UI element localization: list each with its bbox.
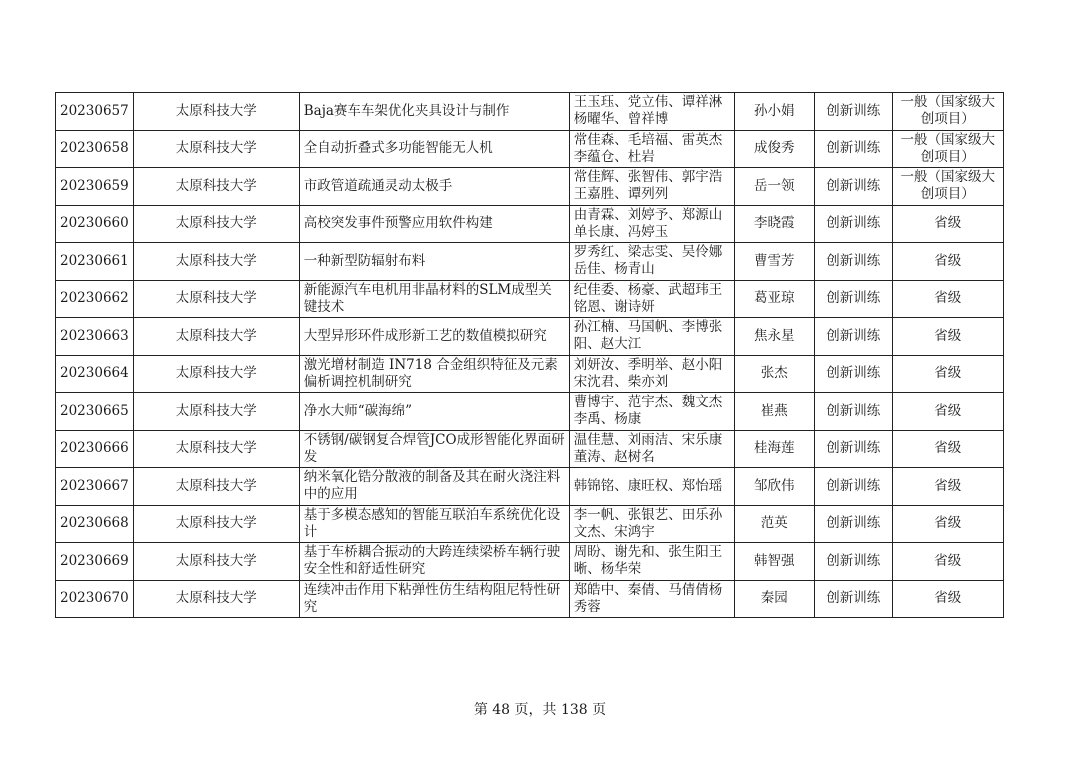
project-id-cell: 20230664: [56, 355, 134, 393]
university-cell: 太原科技大学: [133, 430, 299, 468]
project-level-cell: 省级: [892, 543, 1003, 581]
advisor-cell: 张杰: [734, 355, 814, 393]
project-name-cell: 基于多模态感知的智能互联泊车系统优化设计: [299, 505, 569, 543]
university-cell: 太原科技大学: [133, 543, 299, 581]
university-cell: 太原科技大学: [133, 280, 299, 318]
advisor-cell: 岳一领: [734, 168, 814, 206]
project-type-cell: 创新训练: [814, 280, 892, 318]
university-cell: 太原科技大学: [133, 130, 299, 168]
advisor-cell: 焦永星: [734, 318, 814, 356]
table-row: [56, 393, 1004, 431]
project-level-cell: 一般（国家级大创项目）: [892, 130, 1003, 168]
table-row: [56, 168, 1004, 206]
table-row: [56, 430, 1004, 468]
table-row: [56, 505, 1004, 543]
project-id-cell: 20230668: [56, 505, 134, 543]
project-name-cell: 基于车桥耦合振动的大跨连续梁桥车辆行驶安全性和舒适性研究: [299, 543, 569, 581]
project-id-cell: 20230659: [56, 168, 134, 206]
advisor-cell: 成俊秀: [734, 130, 814, 168]
project-level-cell: 省级: [892, 430, 1003, 468]
project-id-cell: 20230662: [56, 280, 134, 318]
project-type-cell: 创新训练: [814, 168, 892, 206]
project-type-cell: 创新训练: [814, 205, 892, 243]
university-cell: 太原科技大学: [133, 468, 299, 506]
university-cell: 太原科技大学: [133, 168, 299, 206]
project-id-cell: 20230670: [56, 580, 134, 618]
members-cell: 郑皓中、秦倩、马倩倩杨秀蓉: [569, 580, 734, 618]
advisor-cell: 韩智强: [734, 543, 814, 581]
members-cell: 温佳慧、刘雨洁、宋乐康董涛、赵树名: [569, 430, 734, 468]
university-cell: 太原科技大学: [133, 505, 299, 543]
project-name-cell: 市政管道疏通灵动太极手: [299, 168, 569, 206]
members-cell: 常佳森、毛培福、雷英杰李蕴仓、杜岩: [569, 130, 734, 168]
project-level-cell: 省级: [892, 318, 1003, 356]
table-row: [56, 93, 1004, 131]
project-id-cell: 20230667: [56, 468, 134, 506]
project-id-cell: 20230657: [56, 93, 134, 131]
page-footer: 第 48 页，共 138 页: [473, 702, 607, 718]
members-cell: 孙江楠、马国帆、李博张阳、赵大江: [569, 318, 734, 356]
members-cell: 刘妍汝、季明举、赵小阳宋沈君、柴亦刘: [569, 355, 734, 393]
project-type-cell: 创新训练: [814, 580, 892, 618]
project-table: [55, 92, 1004, 618]
project-name-cell: 大型异形环件成形新工艺的数值模拟研究: [299, 318, 569, 356]
project-type-cell: 创新训练: [814, 430, 892, 468]
table-row: [56, 468, 1004, 506]
project-id-cell: 20230669: [56, 543, 134, 581]
advisor-cell: 邹欣伟: [734, 468, 814, 506]
university-cell: 太原科技大学: [133, 393, 299, 431]
table-row: [56, 130, 1004, 168]
project-name-cell: 不锈钢/碳钢复合焊管JCO成形智能化界面研发: [299, 430, 569, 468]
university-cell: 太原科技大学: [133, 93, 299, 131]
project-level-cell: 一般（国家级大创项目）: [892, 93, 1003, 131]
project-level-cell: 省级: [892, 355, 1003, 393]
table-row: [56, 280, 1004, 318]
project-level-cell: 省级: [892, 580, 1003, 618]
project-type-cell: 创新训练: [814, 543, 892, 581]
project-name-cell: 连续冲击作用下粘弹性仿生结构阻尼特性研究: [299, 580, 569, 618]
advisor-cell: 秦园: [734, 580, 814, 618]
project-level-cell: 一般（国家级大创项目）: [892, 168, 1003, 206]
members-cell: 韩锦铭、康旺权、郑怡瑶: [569, 468, 734, 506]
project-type-cell: 创新训练: [814, 318, 892, 356]
project-name-cell: 纳米氧化锆分散液的制备及其在耐火浇注料中的应用: [299, 468, 569, 506]
advisor-cell: 孙小娟: [734, 93, 814, 131]
table-row: [56, 243, 1004, 281]
project-id-cell: 20230663: [56, 318, 134, 356]
advisor-cell: 曹雪芳: [734, 243, 814, 281]
project-type-cell: 创新训练: [814, 130, 892, 168]
university-cell: 太原科技大学: [133, 355, 299, 393]
members-cell: 王玉珏、党立伟、谭祥淋杨曜华、曾祥博: [569, 93, 734, 131]
advisor-cell: 葛亚琼: [734, 280, 814, 318]
members-cell: 常佳辉、张智伟、郭宇浩王嘉胜、谭列列: [569, 168, 734, 206]
university-cell: 太原科技大学: [133, 205, 299, 243]
project-type-cell: 创新训练: [814, 468, 892, 506]
members-cell: 罗秀红、梁志雯、吴伶娜岳佳、杨青山: [569, 243, 734, 281]
project-id-cell: 20230660: [56, 205, 134, 243]
project-level-cell: 省级: [892, 205, 1003, 243]
project-name-cell: 一种新型防辐射布料: [299, 243, 569, 281]
project-level-cell: 省级: [892, 280, 1003, 318]
table-row: [56, 543, 1004, 581]
project-id-cell: 20230658: [56, 130, 134, 168]
table-row: [56, 580, 1004, 618]
members-cell: 李一帆、张银艺、田乐孙文杰、宋鸿宇: [569, 505, 734, 543]
project-table-body: [56, 93, 1004, 618]
university-cell: 太原科技大学: [133, 243, 299, 281]
project-name-cell: 激光增材制造 IN718 合金组织特征及元素偏析调控机制研究: [299, 355, 569, 393]
table-row: [56, 355, 1004, 393]
project-type-cell: 创新训练: [814, 93, 892, 131]
table-row: [56, 205, 1004, 243]
advisor-cell: 桂海莲: [734, 430, 814, 468]
advisor-cell: 崔燕: [734, 393, 814, 431]
project-name-cell: Baja赛车车架优化夹具设计与制作: [299, 93, 569, 131]
advisor-cell: 范英: [734, 505, 814, 543]
project-name-cell: 新能源汽车电机用非晶材料的SLM成型关键技术: [299, 280, 569, 318]
members-cell: 纪佳委、杨豪、武超玮王铭恩、谢诗妍: [569, 280, 734, 318]
project-type-cell: 创新训练: [814, 393, 892, 431]
project-type-cell: 创新训练: [814, 505, 892, 543]
members-cell: 周盼、谢先和、张生阳王晰、杨华荣: [569, 543, 734, 581]
members-cell: 由青霖、刘婷予、郑源山单长康、冯婷玉: [569, 205, 734, 243]
project-type-cell: 创新训练: [814, 355, 892, 393]
project-name-cell: 全自动折叠式多功能智能无人机: [299, 130, 569, 168]
project-id-cell: 20230665: [56, 393, 134, 431]
advisor-cell: 李晓霞: [734, 205, 814, 243]
project-id-cell: 20230661: [56, 243, 134, 281]
project-level-cell: 省级: [892, 393, 1003, 431]
university-cell: 太原科技大学: [133, 318, 299, 356]
project-level-cell: 省级: [892, 468, 1003, 506]
university-cell: 太原科技大学: [133, 580, 299, 618]
project-name-cell: 净水大师“碳海绵”: [299, 393, 569, 431]
project-name-cell: 高校突发事件预警应用软件构建: [299, 205, 569, 243]
project-type-cell: 创新训练: [814, 243, 892, 281]
project-id-cell: 20230666: [56, 430, 134, 468]
project-level-cell: 省级: [892, 243, 1003, 281]
project-level-cell: 省级: [892, 505, 1003, 543]
members-cell: 曹博宇、范宇杰、魏文杰李禹、杨康: [569, 393, 734, 431]
table-row: [56, 318, 1004, 356]
